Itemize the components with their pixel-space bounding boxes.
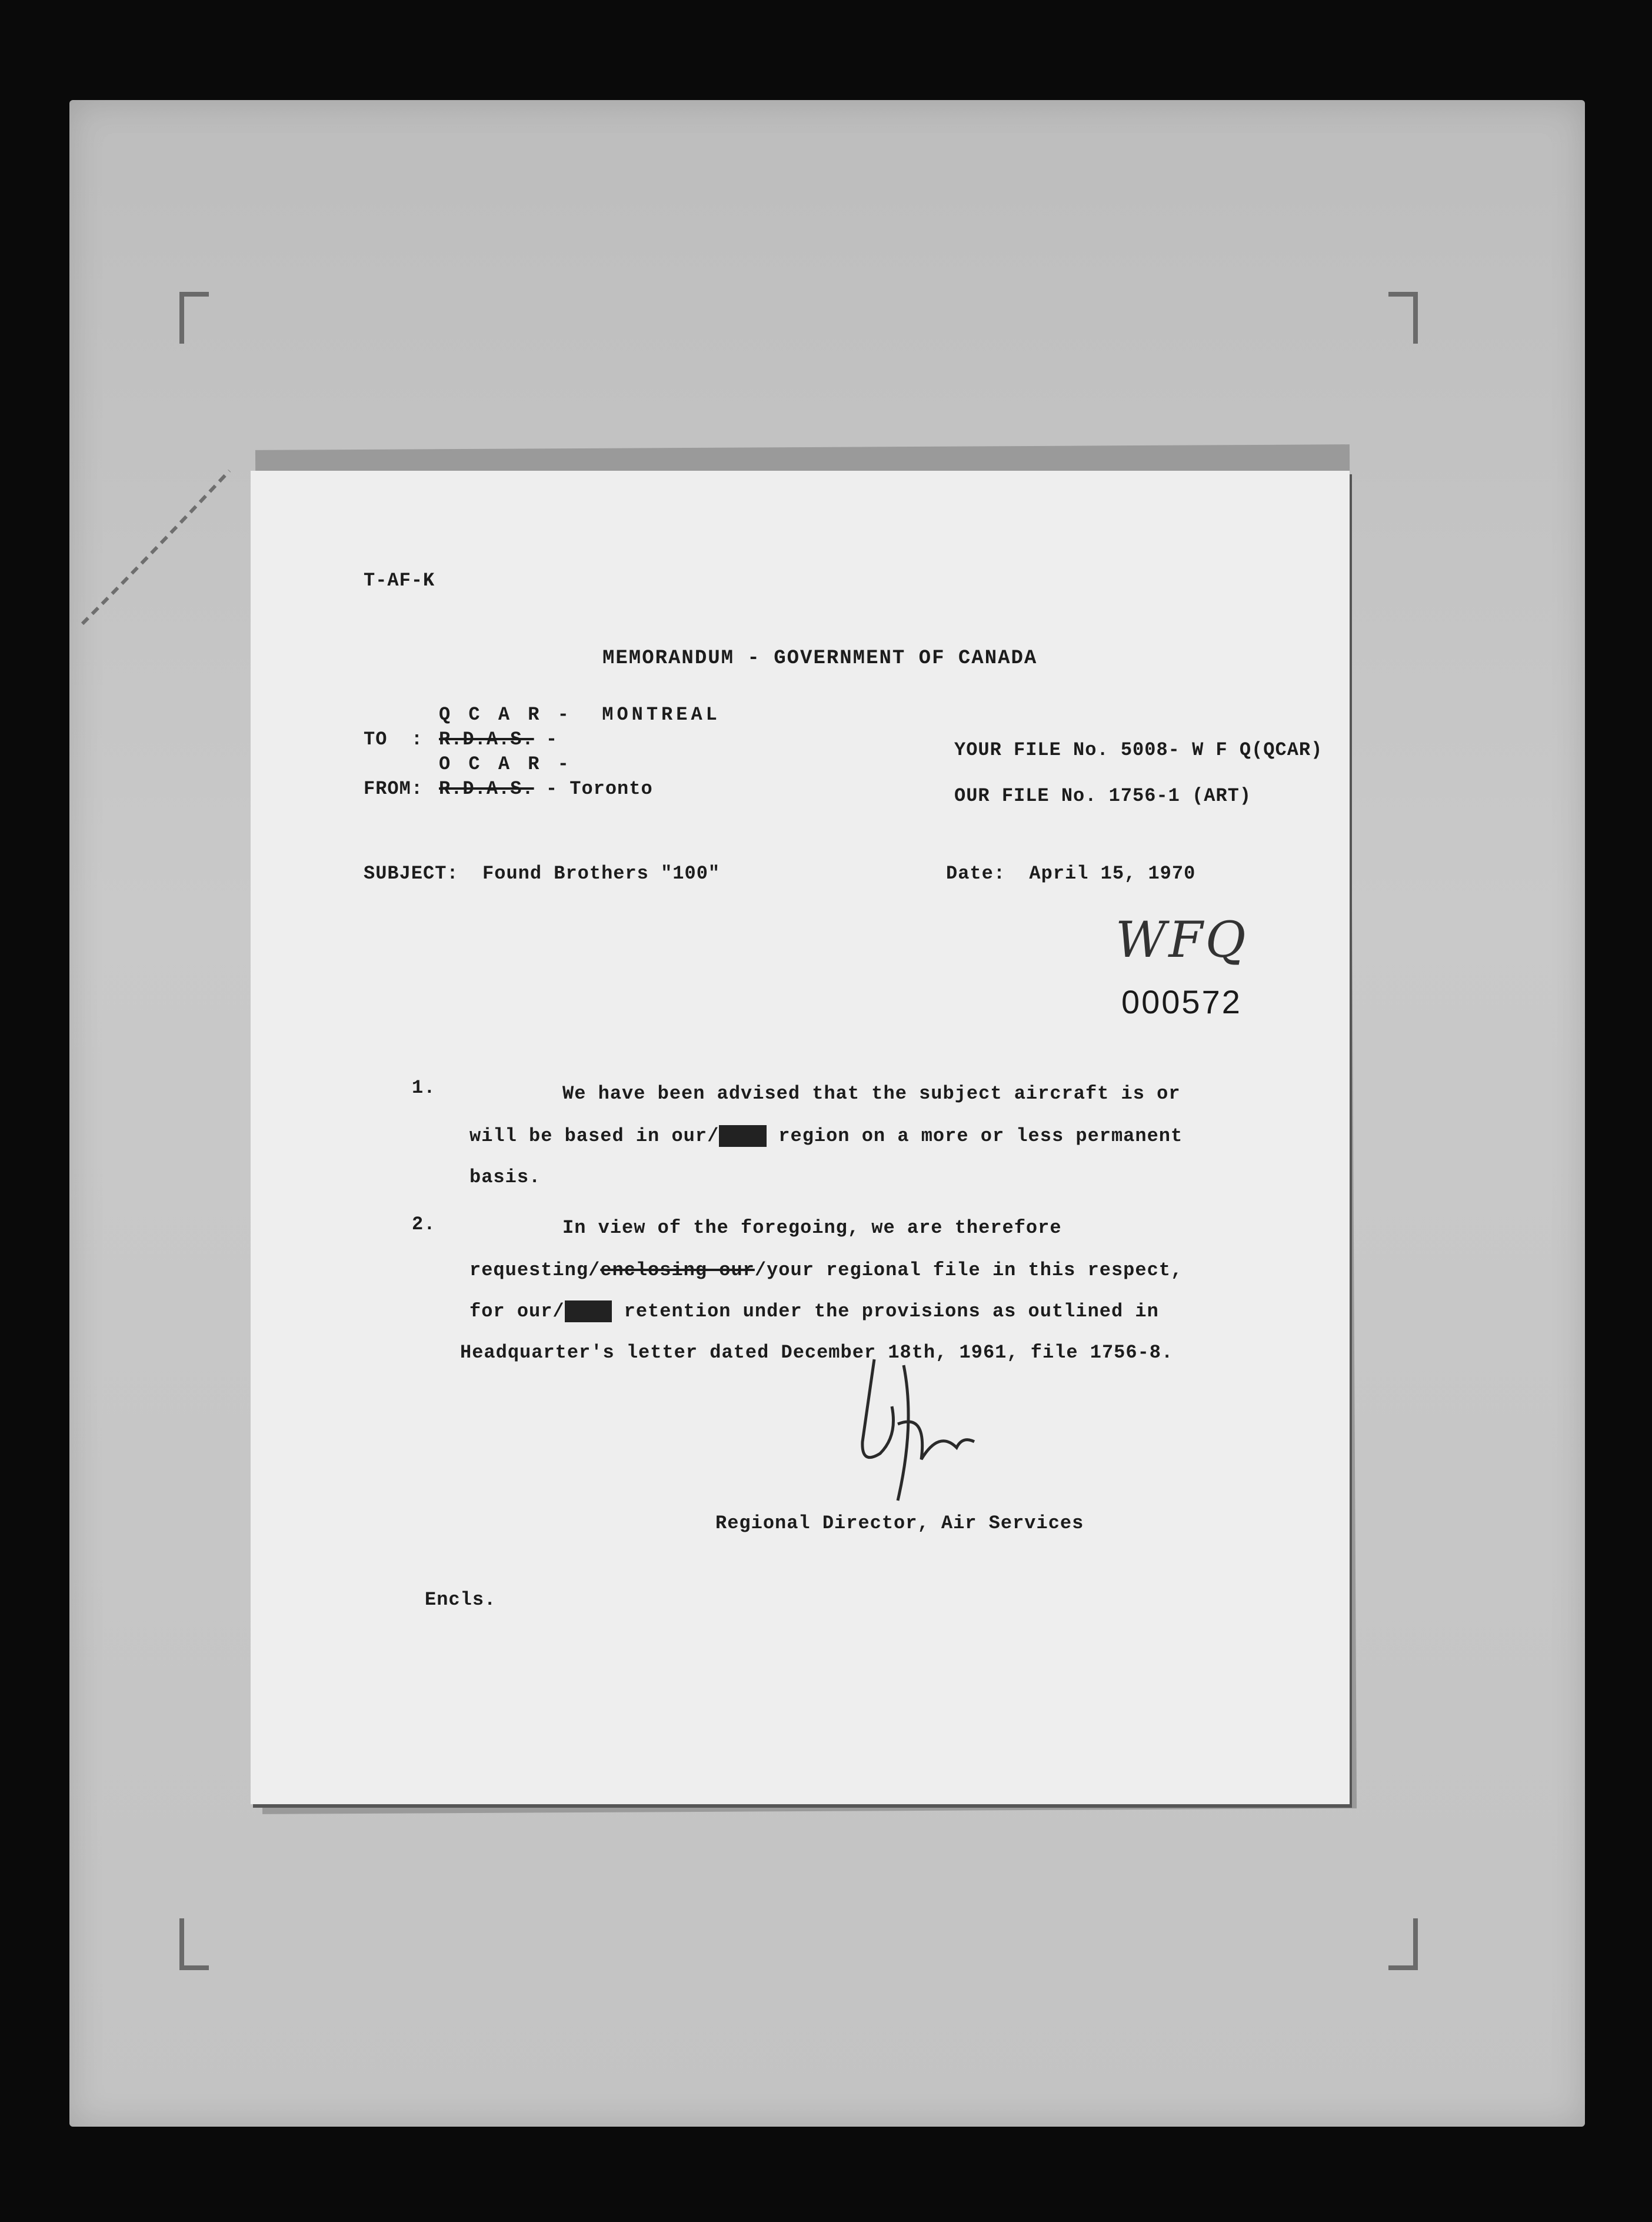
to-struck-text: [439, 729, 558, 750]
from-sender: O C A R -: [439, 753, 572, 775]
paragraph-2-line-4: Headquarter's letter dated December 18th, 1961, file 1756-8.: [460, 1342, 1174, 1363]
subject-line: SUBJECT: Found Brothers "100": [364, 863, 721, 884]
your-file-number: YOUR FILE No. 5008- W F Q(QCAR): [954, 739, 1323, 761]
p2-l3-start: for our/: [469, 1300, 565, 1322]
memo-sheet: [251, 471, 1350, 1804]
paragraph-1-line-2: [469, 1125, 1183, 1147]
paragraph-2-number: 2.: [412, 1213, 436, 1235]
from-struck-text: [439, 778, 653, 800]
to-recipient: Q C A R - MONTREAL: [439, 704, 721, 726]
crop-mark-top-right: [1388, 292, 1418, 344]
p2-l2-start: requesting/: [469, 1259, 601, 1281]
paragraph-1-line-3: basis.: [469, 1166, 541, 1188]
p1-l2-start: will be based in our/: [469, 1125, 720, 1147]
from-label: FROM:: [364, 778, 424, 800]
paragraph-1-number: 1.: [412, 1077, 436, 1099]
struck-word-your-2: [565, 1300, 612, 1322]
crop-mark-top-left: [179, 292, 209, 344]
document-code: T-AF-K: [364, 570, 435, 591]
date-line: Date: April 15, 1970: [946, 863, 1196, 884]
p2-l3-end: retention under the provisions as outlined in: [612, 1300, 1159, 1322]
handwritten-initials: WFQ: [1115, 911, 1248, 969]
from-struck-suffix: - Toronto: [534, 778, 653, 800]
enclosures-note: Encls.: [425, 1589, 497, 1611]
struck-office-from: R.D.A.S.: [439, 778, 534, 800]
paragraph-2-line-3: [469, 1300, 1159, 1322]
paper-clip-shadow-icon: [71, 447, 247, 636]
crop-mark-bottom-right: [1388, 1918, 1418, 1970]
signature-icon: [839, 1353, 980, 1506]
struck-enclosing: enclosing our: [600, 1259, 755, 1281]
paragraph-1-line-1: We have been advised that the subject aircraft is or: [562, 1083, 1181, 1105]
p2-l2-end: /your regional file in this respect,: [754, 1259, 1183, 1281]
paragraph-2-line-2: [469, 1259, 1183, 1281]
signatory-title: Regional Director, Air Services: [715, 1512, 1084, 1534]
memo-title: MEMORANDUM - GOVERNMENT OF CANADA: [602, 647, 1038, 670]
crop-mark-bottom-left: [179, 1918, 209, 1970]
our-file-number: OUR FILE No. 1756-1 (ART): [954, 785, 1252, 807]
to-label: TO :: [364, 729, 424, 750]
struck-office-to: R.D.A.S.: [439, 729, 534, 750]
paragraph-2-line-1: In view of the foregoing, we are therefore: [562, 1217, 1062, 1239]
to-struck-suffix: -: [534, 729, 558, 750]
stamped-number: 000572: [1121, 983, 1242, 1020]
p1-l2-end: region on a more or less permanent: [767, 1125, 1183, 1147]
struck-word-your: [719, 1125, 767, 1147]
